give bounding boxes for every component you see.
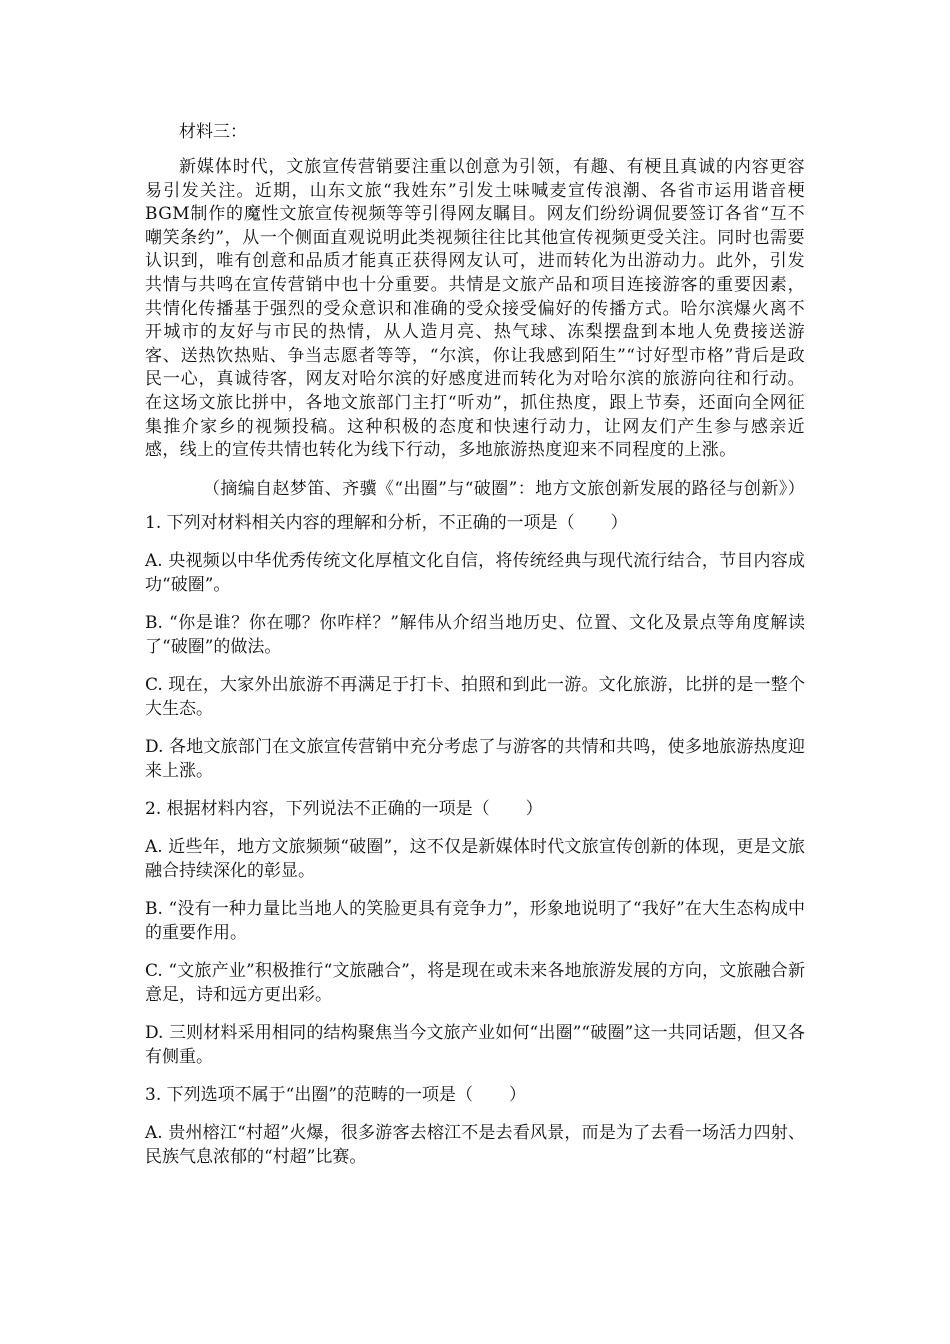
material-paragraph: 新媒体时代，文旅宣传营销要注重以创意为引领，有趣、有梗且真诚的内容更容易引发关注。近期，山东文旅“我姓东”引发土味喊麦宣传浪潮、各省市运用谐音梗BGM制作的魔性文旅宣传视频等等引得网友瞩目。网友们纷纷调侃要签订各省“互不嘲笑条约”，从一个侧面直观说明此类视频往往比其他宣传视频更受关注。同时也需要认识到，唯有创意和品质才能真正获得网友认可，进而转化为出游动力。此外，引发共情与共鸣在宣传营销中也十分重要。共情是文旅产品和项目连接游客的重要因素，共情化传播基于强烈的受众意识和准确的受众接受偏好的传播方式。哈尔滨爆火离不开城市的友好与市民的热情，从人造月亮、热气球、冻梨摆盘到本地人免费接送游客、送热饮热贴、争当志愿者等等，“尔滨，你让我感到陌生”“讨好型市格”背后是政民一心，真诚待客，网友对哈尔滨的好感度进而转化为对哈尔滨的旅游向往和行动。在这场文旅比拼中，各地文旅部门主打“听劝”，抓住热度，跟上节奏，还面向全网征集推介家乡的视频投稿。这种积极的态度和快速行动力，让网友们产生参与感亲近感，线上的宣传共情也转化为线下行动，多地旅游热度迎来不同程度的上涨。 <box>145 157 805 461</box>
option-c: C. “文旅产业”积极推行“文旅融合”，将是现在或未来各地旅游发展的方向，文旅融合新意足，诗和远方更出彩。 <box>145 960 805 1005</box>
option-a: A. 近些年，地方文旅频频“破圈”，这不仅是新媒体时代文旅宣传创新的体现，更是文旅融合持续深化的彰显。 <box>145 836 805 881</box>
question-1 <box>145 511 805 783</box>
source-citation: （摘编自赵梦笛、齐骥《“出圈”与“破圈”：地方文旅创新发展的路径与创新》） <box>202 478 805 499</box>
question-3 <box>145 1083 805 1169</box>
option-b: B. “你是谁？你在哪？你咋样？”解伟从介绍当地历史、位置、文化及景点等角度解读了“破圈”的做法。 <box>145 612 805 657</box>
option-b: B. “没有一种力量比当地人的笑脸更具有竞争力”，形象地说明了“我好”在大生态构成中的重要作用。 <box>145 898 805 943</box>
material-label: 材料三： <box>179 122 247 142</box>
option-c: C. 现在，大家外出旅游不再满足于打卡、拍照和到此一游。文化旅游，比拼的是一整个大生态。 <box>145 674 805 719</box>
question-stem: 2. 根据材料内容，下列说法不正确的一项是（ ） <box>145 798 543 819</box>
question-stem: 3. 下列选项不属于“出圈”的范畴的一项是（ ） <box>145 1084 527 1105</box>
question-2 <box>145 797 805 1069</box>
option-a: A. 贵州榕江“村超”火爆，很多游客去榕江不是去看风景，而是为了去看一场活力四射、民族气息浓郁的“村超”比赛。 <box>145 1122 805 1167</box>
option-a: A. 央视频以中华优秀传统文化厚植文化自信，将传统经典与现代流行结合，节目内容成功“破圈”。 <box>145 550 805 595</box>
option-d: D. 三则材料采用相同的结构聚焦当今文旅产业如何“出圈”“破圈”这一共同话题，但又各有侧重。 <box>145 1022 805 1067</box>
option-d: D. 各地文旅部门在文旅宣传营销中充分考虑了与游客的共情和共鸣，使多地旅游热度迎来上涨。 <box>145 736 805 781</box>
question-stem: 1. 下列对材料相关内容的理解和分析，不正确的一项是（ ） <box>145 512 628 533</box>
